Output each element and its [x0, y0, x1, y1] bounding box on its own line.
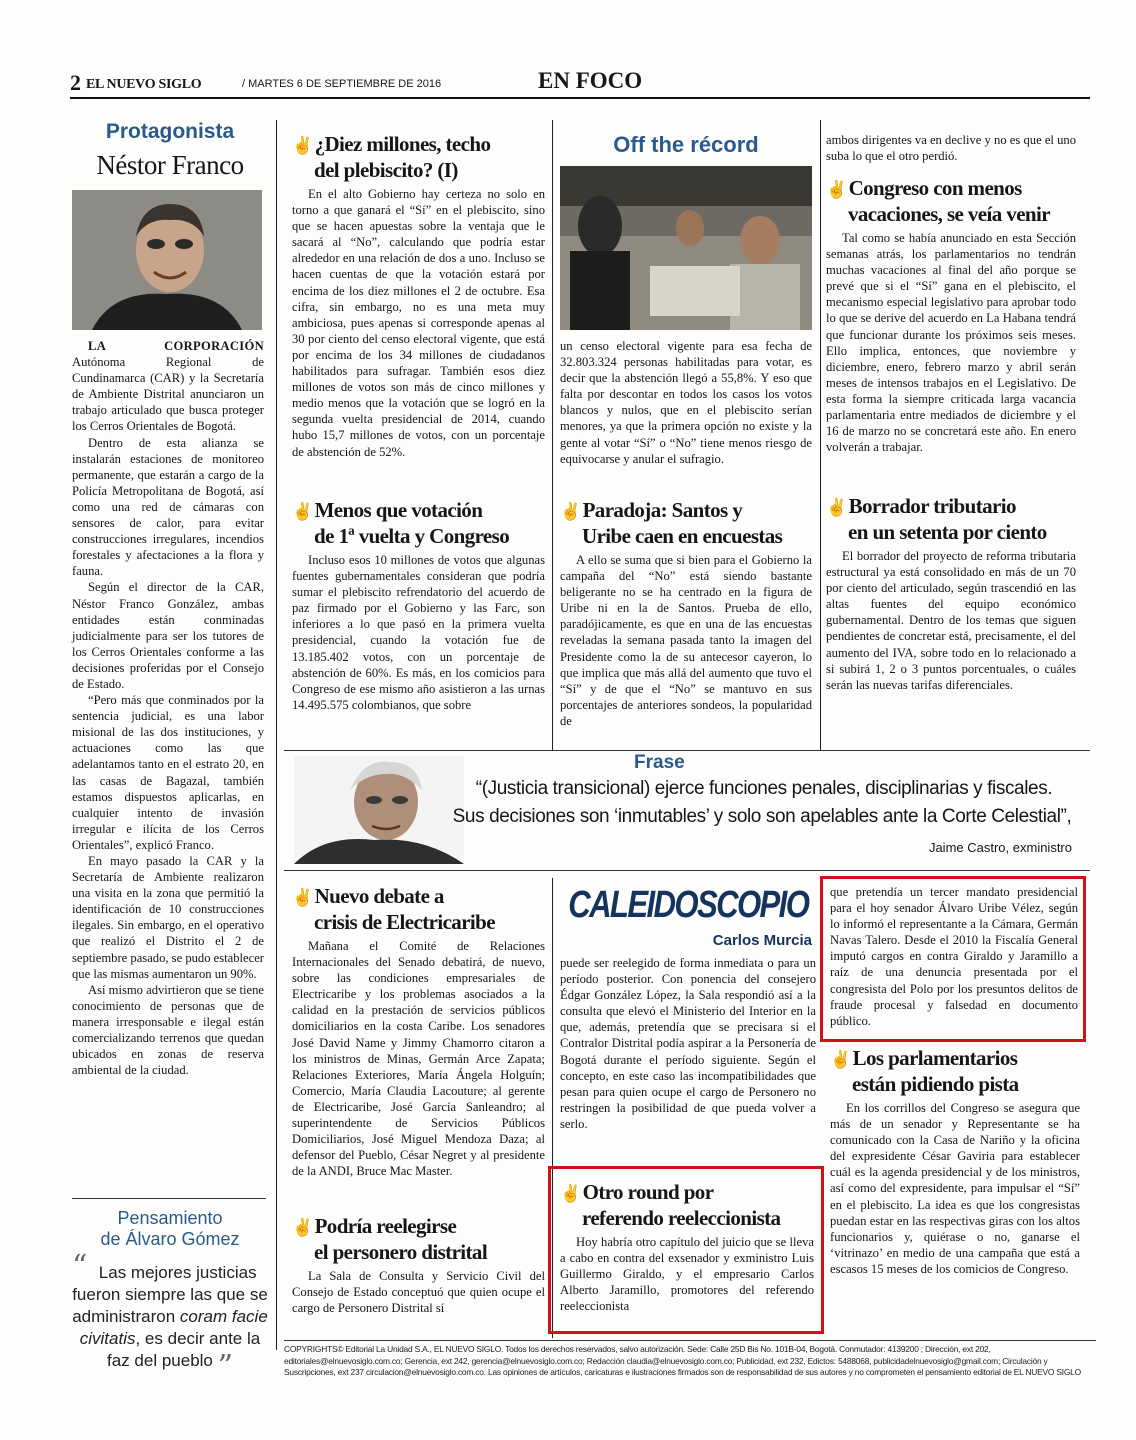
- caleidoscopio-author: Carlos Murcia: [712, 932, 812, 949]
- article-text: En el alto Gobierno hay certeza no solo en torno a que ganará el “Sí” en el plebiscito, sino que se hacen apuestas sobre la ventaja que le sacará al “No”, calculando que podría estar alrededor en una relación de dos a uno. Incluso se hacen cuentas de que la votación estará por encima de los diez millones el 2 de octubre. Esa cifra, sin embargo, no es una meta muy ambiciosa, pues apenas si corresponde apenas al 30 por ciento del censo electoral vigente, que está por encima de los 34 millones de ciudadanos habilitados para sufragar. También esos diez millones de votos son más de cinco millones y medio menos que la votación que se logró en la segunda vuelta presidencial de 2014, cuando hubo 15,7 millones de votos, con un porcentaje de abstención de 52%.: [292, 187, 545, 459]
- article-body: [560, 552, 812, 729]
- protagonista-photo: [72, 190, 262, 330]
- protagonista-paragraph: Según el director de la CAR, Néstor Franco González, ambas entidades están conminadas judicialmente para ser los tutores de los Cerros Orientales conforme a las decisiones proferidas por el Consejo de Estado.: [72, 580, 264, 691]
- quote-text: Las mejores justicias fueron siempre las que se administraron: [72, 1263, 268, 1326]
- frase-line: Sus decisiones son ‘inmutables’ y solo son apelables ante la Corte Celestial”,: [452, 806, 1072, 827]
- protagonista-paragraph: Así mismo advirtieron que se tiene conocimiento de personas que de manera irresponsable e ilegal están comercializando terrenos que quedan ubicados en zonas de reserva ambiental de la ciudad.: [72, 982, 264, 1078]
- article-menos-votacion: [292, 498, 545, 713]
- protagonista-name: Néstor Franco: [96, 150, 244, 180]
- article-body: [560, 1234, 814, 1314]
- masthead-rule: [70, 97, 1090, 99]
- article-text: En los corrillos del Congreso se asegura que más de un senador y Representante se ha comunicado con la Casa de Nariño y la oficina del expresidente César Gaviria para establecer cuál es la agenda presidencial y de los ministros, así como del expresidente, para impulsar el “Sí” en el plebiscito. La idea es que los congresistas puedan estar en las respectivas giras con los altos funcionarios y, quiérase o no, ganarse el ‘vitrinazo’ en medio de una campaña que está a escasos 15 meses de los comicios de Congreso.: [830, 1101, 1080, 1276]
- masthead: [70, 66, 1090, 98]
- quote-open-icon: “: [72, 1249, 88, 1284]
- pensamiento-title-line: Pensamiento: [117, 1208, 223, 1228]
- continued-text: [826, 132, 1076, 164]
- footer-copyright: COPYRIGHTS© Editorial La Unidad S.A., EL NUEVO SIGLO. Todos los derechos reservados, salvo autorización. Sede: Calle 25D Bis No. 101B-04, Bogotá. Conmutador: 4139200 ; Dirección, ext 202, editoriales@elnuevosiglo.com.co; Gerencia, ext 242, gerencia@elnuevosiglo.com.co; Redacción claudia@elnuevosiglo.com.co; Publicidad, ext 232, Edictos: 5488068, publicidadelnuevosiglo@gmail.com; Circulación y Suscripciones, ext 237 circulacion@elnuevosiglo.com.co. Las opiniones de artículos, caricaturas e ilustraciones firmados son de responsabilidad de sus autores y no comprometen el pensamiento editorial de EL NUEVO SIGLO: [284, 1344, 1081, 1377]
- frase-rule: [284, 750, 1090, 751]
- headline: [560, 1180, 814, 1230]
- article-body: [292, 1268, 545, 1316]
- quote-text: , es decir ante la faz del pueblo: [107, 1329, 261, 1370]
- column-rule: [276, 120, 277, 1350]
- headline-line: el personero distrital: [314, 1240, 488, 1264]
- protagonista-body: [72, 338, 264, 1078]
- frase-author: Jaime Castro, exministro: [928, 840, 1072, 855]
- footer-rule: [284, 1340, 1096, 1341]
- headline-line: vacaciones, se veía venir: [848, 202, 1050, 226]
- off-record-title: Off the récord: [613, 132, 759, 157]
- headline-line: Congreso con menos: [848, 176, 1022, 200]
- headline-line: de 1ª vuelta y Congreso: [314, 524, 510, 548]
- victory-hand-icon: ✌: [292, 1218, 313, 1237]
- victory-hand-icon: ✌: [560, 502, 581, 521]
- headline-line: Paradoja: Santos y: [582, 498, 743, 522]
- victory-hand-icon: ✌: [830, 1050, 851, 1069]
- victory-hand-icon: ✌: [560, 1184, 581, 1203]
- headline-line: Borrador tributario: [848, 494, 1016, 518]
- paper-name: EL NUEVO SIGLO: [86, 77, 202, 92]
- section-name: EN FOCO: [538, 68, 643, 93]
- off-record-photo: [560, 166, 812, 330]
- article-paradoja: [560, 498, 812, 729]
- article-text: La Sala de Consulta y Servicio Civil del Consejo de Estado conceptuó que quien ocupe el cargo de Personero Distrital sí: [292, 1269, 545, 1316]
- off-record-body: [560, 338, 812, 467]
- article-body: [830, 1100, 1080, 1277]
- article-otro-round: [560, 1180, 814, 1314]
- article-text: un censo electoral vigente para esa fecha de 32.803.324 personas habilitadas para votar, es decir que la abstención llegó a 55,8%. Y eso que falta por descontar en todos los casos los votos blancos y nulos, que en el plebiscito serían menores, ya que la primera opción no existe y la gente al votar “Sí” o “No” tiene menos riesgo de equivocarse y anular el sufragio.: [560, 339, 812, 466]
- article-text: Incluso esos 10 millones de votos que algunas fuentes gubernamentales consideran que podría sumar el plebiscito refrendatorio del acuerdo de paz firmado por el Gobierno y las Farc, son inferiores a lo que pasó en la primera vuelta presidencial, cuando la votación fue de 13.185.402 votos, con un porcentaje de abstención de 60%. Es más, en los comicios para Congreso de ese mismo año asistieron a las urnas 14.495.575 colombianos, que sobre: [292, 553, 545, 712]
- headline-line: crisis de Electricaribe: [314, 910, 495, 934]
- headline: [292, 498, 545, 548]
- headline: [560, 498, 812, 548]
- issue-date: / MARTES 6 DE SEPTIEMBRE DE 2016: [242, 78, 442, 90]
- article-text: puede ser reelegido de forma inmediata o para un período posterior. Con ponencia del consejero Édgar González López, la Sala respondió así a la consulta que elevó el Ministerio del Interior en la que, además, pretendía que se precisara si el Contralor Distrital podía aspirar a la Personería de Bogotá durante el período siguiente. Según el concepto, en este caso las incompatibilidades que pesan para quien ocupe el cargo de Personero no restringen la posibilidad de que pueda volver a serlo.: [560, 956, 816, 1131]
- article-diez-millones: [292, 132, 545, 460]
- column-divider: [72, 1198, 266, 1199]
- quote-close-icon: ”: [217, 1349, 233, 1384]
- headline: [830, 1046, 1080, 1096]
- pensamiento-title: [72, 1208, 268, 1250]
- victory-hand-icon: ✌: [826, 180, 847, 199]
- protagonista-lead: LA CORPORACIÓN: [88, 339, 264, 353]
- caleidoscopio-section: [560, 884, 816, 1132]
- article-text: Mañana el Comité de Relaciones Internacionales del Senado debatirá, de nuevo, sobre las condiciones empresariales de Electricaribe y los problemas asociados a la calidad en la prestación de servicios públicos domiciliarios en la costa Caribe. Los senadores José David Name y Jimmy Chamorro citaron a los ministros de Minas, Germán Arce Zapata; Relaciones Exteriores, María Ángela Holguín; Comercio, María Claudia Lacouture; al gerente de Electricaribe, José García Sanleandro; al superintendente de Servicios Públicos Domiciliarios, José Miguel Mendoza Daza; al defensor del Pueblo, César Negret y al presidente de la ANDI, Bruce Mac Master.: [292, 939, 545, 1179]
- headline: [292, 132, 545, 182]
- article-text: que pretendía un tercer mandato presidencial para el hoy senador Álvaro Uribe Vélez, según lo informó el representante a la Cámara, Germán Navas Talero. Desde el 2010 la Fiscalía General imputó cargos en contra Giraldo y Jaramillo a raíz de una denuncia presentada por el congresista del Polo por los presuntos delitos de fraude procesal y falsedad en documento público.: [830, 885, 1078, 1028]
- headline-line: referendo reeleccionista: [582, 1206, 781, 1230]
- protagonista-paragraph: “Pero más que conminados por la sentencia judicial, es una labor misional de las dos instituciones, y actuaciones como las que adelantamos tanto en el estrato 20, en las casas de Bagazal, también estamos dispuestos aplicarlas, en cualquier intento de invasión irregular e ilícita de los Cerros Orientales”, explicó Franco.: [72, 693, 264, 852]
- column-rule: [820, 120, 821, 750]
- headline: [826, 176, 1076, 226]
- headline-line: Uribe caen en encuestas: [582, 524, 783, 548]
- article-parlamentarios: [830, 1046, 1080, 1277]
- article-text: Hoy habría otro capítulo del juicio que se lleva a cabo en contra del exsenador y exministro Luis Guillermo Giraldo, y el empresario Carlos Alberto Jaramillo, promotores del referendo reeleccionista: [560, 1235, 814, 1314]
- frase-section: [284, 750, 1090, 868]
- article-body: [826, 548, 1076, 693]
- victory-hand-icon: ✌: [292, 136, 313, 155]
- headline: [292, 1214, 545, 1264]
- article-text: Tal como se había anunciado en esta Sección semanas atrás, los parlamentarios no tendrán muchas vacaciones al final del año porque se prevé que si el “Sí” gana en el plebiscito, el mecanismo especial legislativo para aprobar todo lo que se derive del acuerdo en La Habana tendrá que funcionar durante los próximos seis meses. Ello implica, entonces, que noviembre y diciembre, enero, febrero marzo y abril serán meses de intensos trabajos en el Legislativo. De esta forma la siempre criticada larga vacancia parlamentaria entre mediados de diciembre y el 16 de marzo no se concretará este año. En enero volverán a trabajar.: [826, 231, 1076, 455]
- protagonista-paragraph: En mayo pasado la CAR y la Secretaría de Ambiente realizaron una visita en la zona que permitió la identificación de 10 construcciones ilegales. Sin embargo, en el operativo que realizó el Distrito el 2 de septiembre pasado, se pudo establecer que las mismas aumentaron un 90%.: [72, 854, 264, 981]
- headline-line: Los parlamentarios: [852, 1046, 1018, 1070]
- protagonista-paragraph: Dentro de esta alianza se instalarán estaciones de monitoreo permanente, que estarán a cargo de la Policía Metropolitana de Bogotá, así como una red de cámaras con sensores de calor, para evitar construcciones irregulares, incendios forestales y afectaciones a la flora y fauna.: [72, 435, 264, 579]
- article-borrador: [826, 494, 1076, 693]
- headline-line: ¿Diez millones, techo: [314, 132, 491, 156]
- voting-scene-image: [560, 166, 812, 330]
- victory-hand-icon: ✌: [292, 888, 313, 907]
- headline: [292, 884, 545, 934]
- article-body: [560, 955, 816, 1132]
- article-text: ambos dirigentes va en declive y no es que el uno suba lo que el otro perdió.: [826, 133, 1076, 164]
- headline: [826, 494, 1076, 544]
- headline-line: del plebiscito? (I): [314, 158, 458, 182]
- pensamiento-title-line: de Álvaro Gómez: [100, 1229, 240, 1249]
- victory-hand-icon: ✌: [292, 502, 313, 521]
- continued-text: [830, 884, 1078, 1029]
- article-body: [292, 552, 545, 713]
- portrait-image: [72, 190, 262, 330]
- headline-line: Menos que votación: [314, 498, 483, 522]
- article-electricaribe: [292, 884, 545, 1179]
- page-number: 2: [70, 70, 81, 95]
- article-body: [292, 186, 545, 460]
- quote-italic: coram facie civitatis: [79, 1307, 268, 1348]
- article-congreso: [826, 176, 1076, 455]
- article-body: [826, 230, 1076, 455]
- article-text: A ello se suma que si bien para el Gobierno la campaña del “No” está siendo bastante beligerante no se ha centrado en la figura de Uribe ni en la de Santos. Prueba de ello, paradójicamente, es que en una de las encuestas reveladas la semana pasada tanto la imagen del Presidente como la de su antecesor cayeron, lo que implica que más allá del aumento que tuvo el “Sí” y de que el “No” se mantuvo en sus porcentajes de anteriores sondeos, la popularidad de: [560, 553, 812, 728]
- victory-hand-icon: ✌: [826, 498, 847, 517]
- frase-label: Frase: [634, 752, 685, 773]
- frase-line: “(Justicia transicional) ejerce funciones penales, disciplinarias y fiscales.: [475, 778, 1053, 799]
- article-body: [292, 938, 545, 1179]
- article-text: El borrador del proyecto de reforma tributaria estructural ya está consolidado en más de un 70 por ciento del articulado, según trascendió en las altas fuentes del equipo económico gubernamental. Dentro de los temas que siguen pendientes de concretar está, precisamente, el del aumento del IVA, sobre todo en lo relacionado a si subirá 1, 2 o 3 puntos porcentuales, o cuáles serán las nuevas tarifas diferenciales.: [826, 549, 1076, 692]
- column-rule: [552, 120, 553, 750]
- headline-line: Otro round por: [582, 1180, 714, 1204]
- caleidoscopio-title: CALEIDOSCOPIO: [568, 884, 809, 926]
- headline-line: en un setenta por ciento: [848, 520, 1047, 544]
- headline-line: Podría reelegirse: [314, 1214, 457, 1238]
- protagonista-kicker: Protagonista: [105, 120, 235, 143]
- section-rule: [284, 870, 1090, 871]
- headline-line: Nuevo debate a: [314, 884, 444, 908]
- protagonista-paragraph: Autónoma Regional de Cundinamarca (CAR) y la Secretaría de Ambiente Distrital anunciaron un trabajo articulado que busca proteger los Cerros Orientales de Bogotá.: [72, 355, 264, 434]
- pensamiento-quote: [72, 1249, 268, 1384]
- article-personero: [292, 1214, 545, 1316]
- headline-line: están pidiendo pista: [852, 1072, 1019, 1096]
